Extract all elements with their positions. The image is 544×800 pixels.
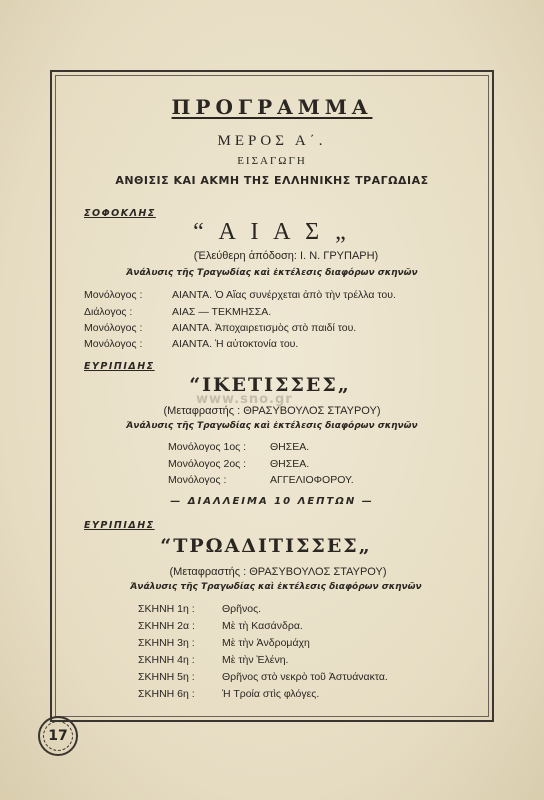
row-value: ΑΓΓΕΛΙΟΦΟΡΟΥ. [270,474,354,486]
analysis-ajax: Ἀνάλυσις τῆς Τραγωδίας καὶ ἐκτέλεσις διαφόρων σκηνῶν [126,268,418,278]
part-heading: ΜΕΡΟΣ Α΄. [217,133,327,149]
play-title-ajax: “ Α Ι Α Σ „ [193,219,351,245]
play-title-suppliants: “ΙΚΕΤΙΣΣΕΣ„ [189,374,351,396]
author-sophocles: ΣΟΦΟΚΛΗΣ [84,208,156,219]
row-value: Μὲ τὴν Ἀνδρομάχη [222,637,310,649]
row-value: ΑΙΑΝΤΑ. Ἀποχαιρετισμὸς στὸ παιδί του. [172,322,357,334]
row-value: ΘΗΣΕΑ. [270,441,310,453]
row-label: ΣΚΗΝΗ 3η : [138,637,195,649]
analysis-suppliants: Ἀνάλυσις τῆς Τραγωδίας καὶ ἐκτέλεσις διαφόρων σκηνῶν [126,421,418,431]
page-title: ΠΡΟΓΡΑΜΜΑ [171,95,373,119]
row-value: Θρῆνος. [222,603,262,615]
author-euripides-2: ΕΥΡΙΠΙΔΗΣ [84,520,155,531]
row-label: Μονόλογος : [168,474,227,486]
row-label: Μονόλογος : [84,289,143,301]
row-label: ΣΚΗΝΗ 5η : [138,671,195,683]
author-euripides-1: ΕΥΡΙΠΙΔΗΣ [84,361,155,372]
row-value: ΑΙΑΣ — ΤΕΚΜΗΣΣΑ. [172,306,272,318]
row-label: Μονόλογος 1ος : [168,441,247,453]
archive-stamp [38,716,78,756]
credit-trojan: (Μεταφραστής : ΘΡΑΣΥΒΟΥΛΟΣ ΣΤΑΥΡΟΥ) [169,566,387,578]
row-label: ΣΚΗΝΗ 2α : [138,620,195,632]
row-label: Μονόλογος : [84,338,143,350]
row-label: ΣΚΗΝΗ 1η : [138,603,195,615]
row-value: Θρῆνος στὸ νεκρὸ τοῦ Ἀστυάνακτα. [222,671,388,683]
row-label: ΣΚΗΝΗ 4η : [138,654,195,666]
row-label: ΣΚΗΝΗ 6η : [138,688,195,700]
watermark: www.sno.gr [196,392,293,407]
row-value: Ἡ Τροία στὶς φλόγες. [222,688,320,700]
analysis-trojan: Ἀνάλυσις τῆς Τραγωδίας καὶ ἐκτέλεσις διαφόρων σκηνῶν [130,582,422,592]
stamp-number: 17 [48,728,68,744]
credit-ajax: (Ἐλεύθερη ἀπόδοση: Ι. Ν. ΓΡΥΠΑΡΗ) [193,250,379,262]
credit-suppliants: (Μεταφραστής : ΘΡΑΣΥΒΟΥΛΟΣ ΣΤΑΥΡΟΥ) [163,405,381,417]
row-label: Διάλογος : [84,306,133,318]
theme-heading: ΑΝΘΙΣΙΣ ΚΑΙ ΑΚΜΗ ΤΗΣ ΕΛΛΗΝΙΚΗΣ ΤΡΑΓΩΔΙΑΣ [115,174,429,187]
row-value: ΘΗΣΕΑ. [270,458,310,470]
intermission-note: — ΔΙΑΛΛΕΙΜΑ 10 ΛΕΠΤΩΝ — [170,496,374,507]
intro-heading: ΕΙΣΑΓΩΓΗ [237,155,307,167]
row-value: Μὲ τὴν Ἑλένη. [222,654,289,666]
play-title-trojan: “ΤΡΩΑΔΙΤΙΣΣΕΣ„ [160,535,372,557]
row-value: ΑΙΑΝΤΑ. Ὁ Αἴας συνέρχεται ἀπὸ τὴν τρέλλα του. [172,289,396,301]
row-value: ΑΙΑΝΤΑ. Ἡ αὐτοκτονία του. [172,338,299,350]
row-value: Μὲ τὴ Κασάνδρα. [222,620,303,632]
row-label: Μονόλογος : [84,322,143,334]
row-label: Μονόλογος 2ος : [168,458,247,470]
